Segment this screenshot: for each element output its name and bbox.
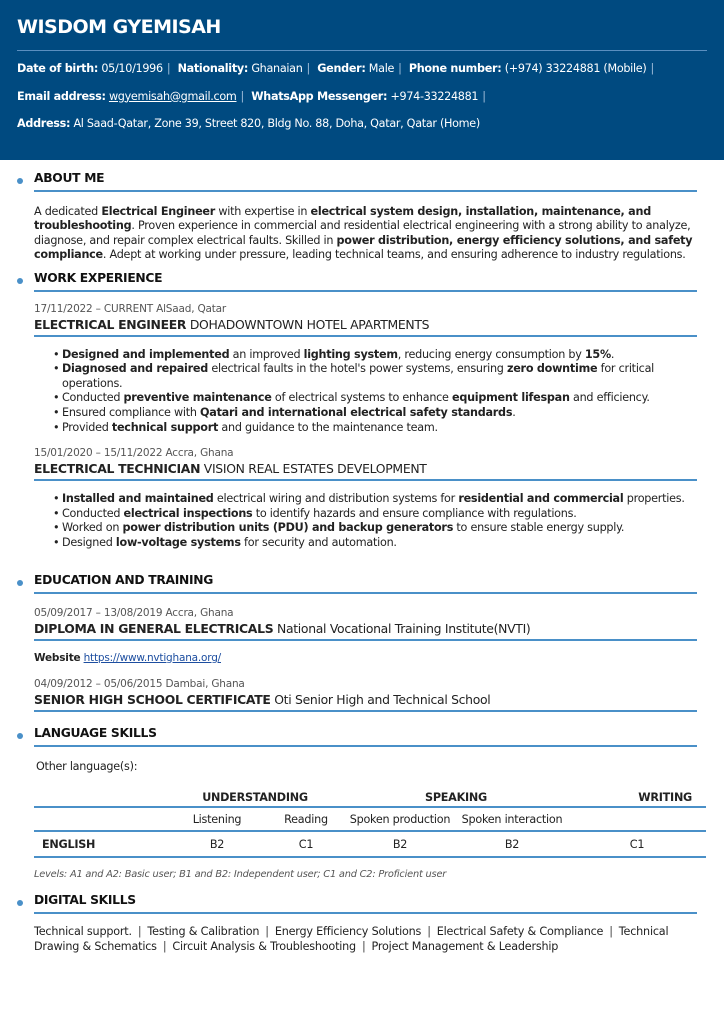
dob-value: 05/10/1996 xyxy=(101,62,163,75)
list-item: • Ensured compliance with Qatari and international electrical safety standards. xyxy=(62,406,693,421)
sub-listening: Listening xyxy=(192,812,242,826)
section-bullet-icon xyxy=(17,733,23,739)
address-value: Al Saad-Qatar, Zone 39, Street 820, Bldg No. 88, Doha, Qatar, Qatar (Home) xyxy=(73,117,480,130)
skill-item: Energy Efficiency Solutions xyxy=(274,924,422,938)
digital-skills-list: Technical support. | Testing & Calibration | Energy Efficiency Solutions | Electrical Safety & Compliance | Technical Drawing & Schematics | Circuit Analysis & Troubleshooting | Project Management & Leadership xyxy=(34,924,669,954)
section-rule xyxy=(34,912,697,914)
section-rule xyxy=(34,592,697,594)
level-writing: C1 xyxy=(629,837,645,851)
education-entry-1 xyxy=(34,607,707,666)
email-label: Email address: xyxy=(17,89,106,103)
job-rule xyxy=(34,335,697,337)
list-item: • Designed and implemented an improved lighting system, reducing energy consumption by 15%. xyxy=(62,348,693,363)
education-title-line xyxy=(34,692,707,709)
skill-item: Electrical Safety & Compliance xyxy=(436,924,604,938)
header-speaking: SPEAKING xyxy=(425,790,487,804)
level-spoken-interaction: B2 xyxy=(504,837,520,851)
school: Oti Senior High and Technical School xyxy=(274,691,491,707)
phone-label: Phone number: xyxy=(408,62,502,75)
section-bullet-icon xyxy=(17,278,23,284)
candidate-name: WISDOM GYEMISAH xyxy=(17,16,221,38)
table-row xyxy=(34,833,706,857)
job-title-line xyxy=(34,461,707,478)
education-rule xyxy=(34,639,697,641)
section-rule xyxy=(34,290,697,292)
skill-item: Testing & Calibration xyxy=(147,924,260,938)
levels-legend: Levels: A1 and A2: Basic user; B1 and B2: Independent user; C1 and C2: Proficient user xyxy=(34,868,447,880)
level-spoken-production: B2 xyxy=(392,837,408,851)
job-title-line xyxy=(34,317,707,334)
section-rule xyxy=(34,190,697,192)
header-writing: WRITING xyxy=(638,790,692,804)
gender-value: Male xyxy=(368,62,395,75)
skill-item: Technical Drawing & Schematics xyxy=(34,924,669,954)
skill-item: Project Management & Leadership xyxy=(371,940,559,954)
digital-section xyxy=(0,893,724,955)
job-meta: 15/01/2020 – 15/11/2022 Accra, Ghana xyxy=(34,447,234,460)
education-rule xyxy=(34,710,697,712)
job-bullets xyxy=(34,492,707,550)
school: National Vocational Training Institute(NVTI) xyxy=(276,620,531,636)
whatsapp-value: +974-33224881 xyxy=(390,89,479,103)
website-link[interactable]: https://www.nvtighana.org/ xyxy=(83,651,221,664)
job-role: ELECTRICAL ENGINEER xyxy=(34,316,187,332)
job-employer: VISION REAL ESTATES DEVELOPMENT xyxy=(203,461,427,477)
job-meta: 17/11/2022 – CURRENT AlSaad, Qatar xyxy=(34,302,227,315)
sub-spoken-interaction: Spoken interaction xyxy=(461,812,563,826)
education-title-line xyxy=(34,621,707,638)
education-meta: 04/09/2012 – 05/06/2015 Dambai, Ghana xyxy=(34,677,245,690)
address-label: Address: xyxy=(17,117,71,130)
digital-title: DIGITAL SKILLS xyxy=(34,892,136,907)
list-item: • Conducted preventive maintenance of electrical systems to enhance equipment lifespan and efficiency. xyxy=(62,391,693,406)
header-understanding: UNDERSTANDING xyxy=(202,790,308,804)
job-entry-1 xyxy=(34,303,707,436)
section-rule xyxy=(34,745,697,747)
website-label: Website xyxy=(34,651,81,664)
list-item: • Designed low-voltage systems for security and automation. xyxy=(62,536,693,551)
job-entry-2 xyxy=(34,447,707,550)
dob-label: Date of birth: xyxy=(17,62,99,75)
education-meta: 05/09/2017 – 13/08/2019 Accra, Ghana xyxy=(34,606,234,619)
degree: DIPLOMA IN GENERAL ELECTRICALS xyxy=(34,620,274,636)
list-item: • Worked on power distribution units (PDU) and backup generators to ensure stable energy supply. xyxy=(62,521,693,536)
work-title: WORK EXPERIENCE xyxy=(34,270,163,285)
job-role: ELECTRICAL TECHNICIAN xyxy=(34,461,201,477)
other-languages-label: Other language(s): xyxy=(36,759,138,773)
education-entry-2 xyxy=(34,678,707,712)
about-text: A dedicated Electrical Engineer with expertise in electrical system design, installation, maintenance, and troubleshooting. Proven experience in commercial and residential electrical engineering with a strong ability to analyze, diagnose, and repair complex electrical faults. Skilled in power distribution, energy efficiency solutions, and safety compliance. Adept at working under pressure, leading technical teams, and ensuring adherence to industry regulations. xyxy=(34,205,693,262)
language-table xyxy=(34,789,706,859)
education-title: EDUCATION AND TRAINING xyxy=(34,572,214,587)
about-title: ABOUT ME xyxy=(34,171,105,185)
job-employer: DOHADOWNTOWN HOTEL APARTMENTS xyxy=(189,316,430,332)
list-item: • Conducted electrical inspections to identify hazards and ensure compliance with regulations. xyxy=(62,507,693,522)
list-item: • Installed and maintained electrical wiring and distribution systems for residential and commercial properties. xyxy=(62,492,693,507)
level-listening: B2 xyxy=(209,837,225,851)
list-item: • Diagnosed and repaired electrical faults in the hotel's power systems, ensuring zero downtime for critical operations. xyxy=(62,362,693,391)
header-divider xyxy=(17,50,707,51)
cv-header xyxy=(0,0,724,160)
skill-item: Technical support. xyxy=(34,924,132,938)
language-name: ENGLISH xyxy=(42,837,96,851)
nationality-value: Ghanaian xyxy=(251,62,303,75)
sub-spoken-production: Spoken production xyxy=(349,812,451,826)
language-title: LANGUAGE SKILLS xyxy=(34,725,157,740)
education-section xyxy=(0,573,724,712)
header-row-address xyxy=(17,117,707,145)
list-item: • Provided technical support and guidance to the maintenance team. xyxy=(62,421,693,436)
header-row-personal: Date of birth: 05/10/1996 | Nationality: Ghanaian | Gender: Male | Phone number: (+974) 33224881 (Mobile) | xyxy=(17,62,654,75)
gender-label: Gender: xyxy=(317,62,366,75)
website-line xyxy=(34,652,707,666)
language-section xyxy=(0,726,724,880)
job-rule xyxy=(34,479,697,481)
header-row-contact: Email address: wgyemisah@gmail.com | WhatsApp Messenger: +974-33224881 | xyxy=(17,89,486,103)
about-section xyxy=(0,171,724,263)
sub-reading: Reading xyxy=(284,812,328,826)
level-reading: C1 xyxy=(298,837,314,851)
phone-value: (+974) 33224881 (Mobile) xyxy=(504,62,647,75)
degree: SENIOR HIGH SCHOOL CERTIFICATE xyxy=(34,691,271,707)
job-bullets xyxy=(34,348,707,436)
skill-item: Circuit Analysis & Troubleshooting xyxy=(172,940,356,954)
section-bullet-icon xyxy=(17,900,23,906)
whatsapp-label: WhatsApp Messenger: xyxy=(251,89,388,103)
section-bullet-icon xyxy=(17,178,23,184)
section-bullet-icon xyxy=(17,580,23,586)
email-link[interactable]: wgyemisah@gmail.com xyxy=(108,89,237,103)
work-section xyxy=(0,271,724,551)
nationality-label: Nationality: xyxy=(177,62,249,75)
